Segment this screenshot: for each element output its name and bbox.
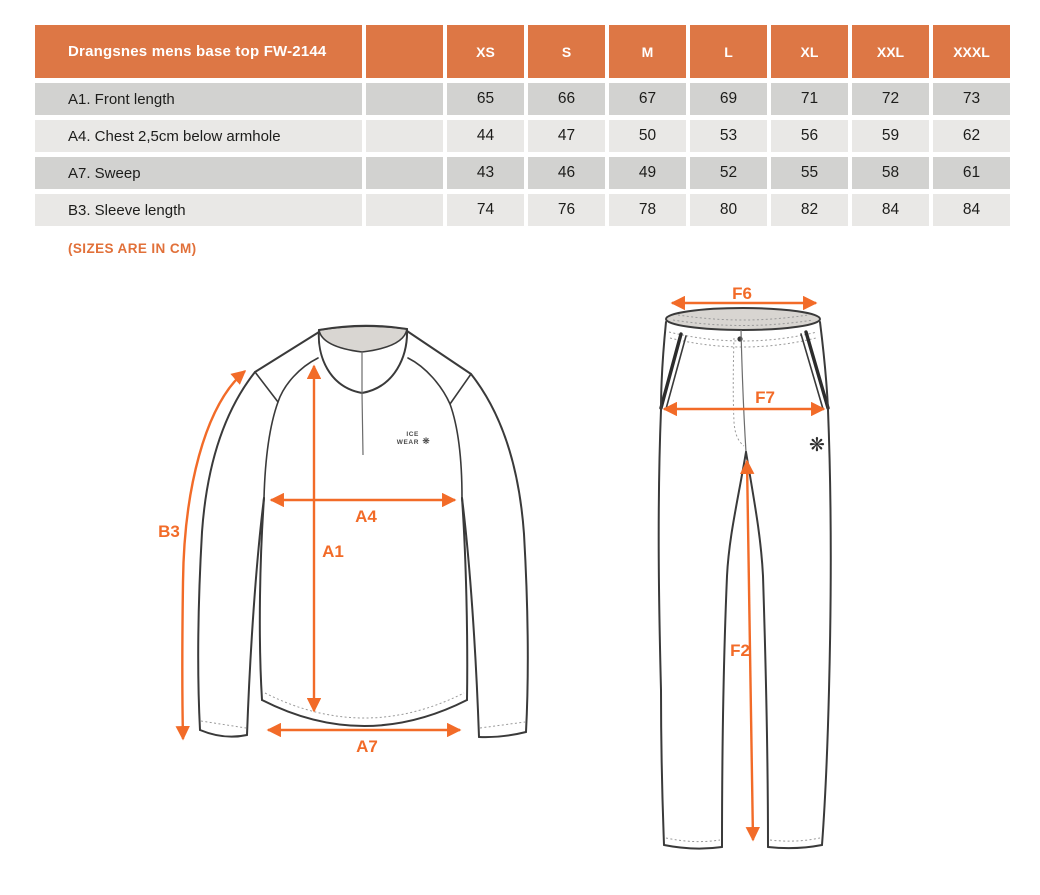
svg-text:ICE: ICE (406, 431, 419, 438)
size-header-l: L (690, 25, 767, 78)
value-cell: 82 (771, 194, 848, 226)
value-cell: 73 (933, 83, 1010, 115)
value-cell: 44 (447, 120, 524, 152)
a7-label: A7 (356, 737, 378, 756)
collar-inside (319, 326, 407, 352)
b3-label: B3 (158, 522, 180, 541)
logo-snowflake-icon: ❋ (422, 437, 430, 447)
value-cell: 84 (933, 194, 1010, 226)
value-cell: 80 (690, 194, 767, 226)
value-cell: 84 (852, 194, 929, 226)
value-cell: 49 (609, 157, 686, 189)
row-label-sleeve-length: B3. Sleeve length (35, 194, 362, 226)
pants-measurement-arrows (664, 284, 824, 840)
sizes-unit-note: (SIZES ARE IN CM) (68, 241, 197, 256)
shirt-measurement-arrows (158, 366, 460, 756)
value-cell: 62 (933, 120, 1010, 152)
value-cell: 74 (447, 194, 524, 226)
value-cell: 55 (771, 157, 848, 189)
value-cell: 71 (771, 83, 848, 115)
f7-label: F7 (755, 388, 775, 407)
value-cell: 61 (933, 157, 1010, 189)
value-cell: 66 (528, 83, 605, 115)
base-top-diagram (158, 326, 528, 756)
value-cell: 52 (690, 157, 767, 189)
row-spacer-cell (366, 120, 443, 152)
size-header-xxl: XXL (852, 25, 929, 78)
snowflake-icon: ❋ (809, 434, 825, 456)
a1-label: A1 (322, 542, 344, 561)
value-cell: 47 (528, 120, 605, 152)
measurement-diagrams (0, 270, 1040, 895)
value-cell: 50 (609, 120, 686, 152)
pants-diagram (659, 284, 831, 849)
size-header-s: S (528, 25, 605, 78)
table-title: Drangsnes mens base top FW-2144 (35, 25, 362, 78)
f2-label: F2 (730, 641, 750, 660)
value-cell: 69 (690, 83, 767, 115)
icewear-logo (397, 431, 430, 447)
size-header-xxxl: XXXL (933, 25, 1010, 78)
f6-label: F6 (732, 284, 752, 303)
row-spacer-cell (366, 157, 443, 189)
value-cell: 59 (852, 120, 929, 152)
row-label-chest: A4. Chest 2,5cm below armhole (35, 120, 362, 152)
value-cell: 46 (528, 157, 605, 189)
row-spacer-cell (366, 194, 443, 226)
value-cell: 53 (690, 120, 767, 152)
value-cell: 56 (771, 120, 848, 152)
size-header-xl: XL (771, 25, 848, 78)
row-label-front-length: A1. Front length (35, 83, 362, 115)
zipper-line (362, 353, 363, 455)
value-cell: 58 (852, 157, 929, 189)
size-table (35, 25, 1010, 226)
header-spacer-cell (366, 25, 443, 78)
size-header-m: M (609, 25, 686, 78)
row-label-sweep: A7. Sweep (35, 157, 362, 189)
a4-label: A4 (355, 507, 377, 526)
value-cell: 76 (528, 194, 605, 226)
value-cell: 43 (447, 157, 524, 189)
value-cell: 65 (447, 83, 524, 115)
svg-text:WEAR: WEAR (396, 439, 419, 446)
b3-sleeve-arrow (182, 371, 245, 739)
value-cell: 67 (609, 83, 686, 115)
value-cell: 72 (852, 83, 929, 115)
size-header-xs: XS (447, 25, 524, 78)
value-cell: 78 (609, 194, 686, 226)
waist-opening (666, 308, 820, 330)
row-spacer-cell (366, 83, 443, 115)
